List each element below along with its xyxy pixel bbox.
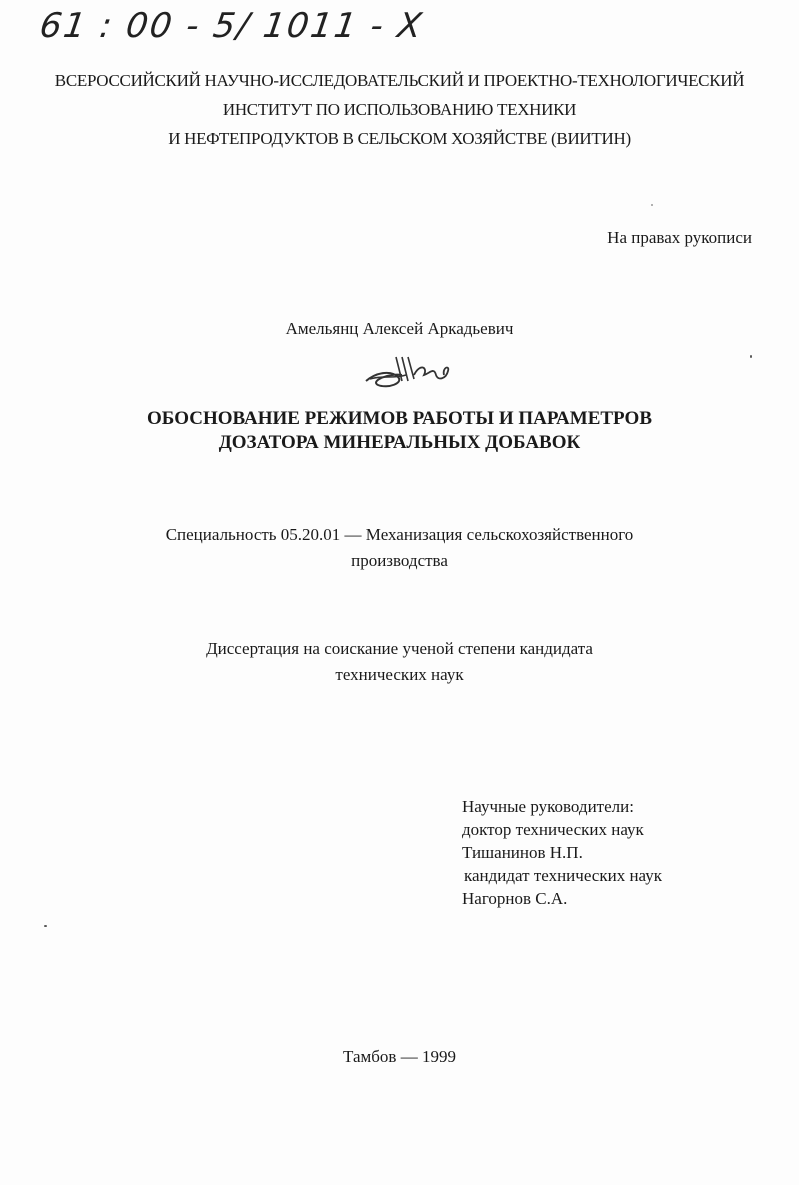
- supervisor-line: доктор технических наук: [462, 820, 644, 839]
- title-line: ОБОСНОВАНИЕ РЕЖИМОВ РАБОТЫ И ПАРАМЕТРОВ: [147, 408, 652, 429]
- title-line: ДОЗАТОРА МИНЕРАЛЬНЫХ ДОБАВОК: [218, 432, 581, 453]
- scan-speck: [44, 925, 47, 927]
- dissertation-title: [0, 407, 799, 455]
- rights-notice: На правах рукописи: [607, 228, 752, 247]
- specialty-block: [0, 522, 799, 574]
- institute-line: ВСЕРОССИЙСКИЙ НАУЧНО-ИССЛЕДОВАТЕЛЬСКИЙ И ПРОЕКТНО-ТЕХНОЛОГИЧЕСКИЙ: [54, 71, 745, 90]
- specialty-line: производства: [351, 551, 448, 570]
- city-year: Тамбов — 1999: [343, 1047, 456, 1066]
- specialty-line: Специальность 05.20.01 — Механизация сельскохозяйственного: [165, 525, 634, 544]
- institute-line: ИНСТИТУТ ПО ИСПОЛЬЗОВАНИЮ ТЕХНИКИ: [222, 100, 577, 119]
- signature-icon: [358, 345, 458, 395]
- scan-speck: [750, 355, 752, 358]
- degree-block: [0, 636, 799, 688]
- supervisor-line: кандидат технических наук: [464, 866, 662, 885]
- handwritten-catalog-code: 61 : 00 - 5/ 1011 - X: [37, 6, 426, 46]
- institute-header: [0, 66, 799, 153]
- supervisor-line: Нагорнов С.А.: [462, 889, 568, 908]
- author-name: Амельянц Алексей Аркадьевич: [285, 319, 514, 338]
- degree-line: технических наук: [335, 665, 464, 684]
- institute-line: И НЕФТЕПРОДУКТОВ В СЕЛЬСКОМ ХОЗЯЙСТВЕ (ВИИТИН): [168, 129, 631, 148]
- supervisor-line: Тишанинов Н.П.: [462, 843, 583, 862]
- scan-speck: [651, 204, 653, 206]
- supervisors-block: [462, 795, 662, 910]
- supervisors-heading: Научные руководители:: [462, 797, 634, 816]
- degree-line: Диссертация на соискание ученой степени кандидата: [206, 639, 593, 658]
